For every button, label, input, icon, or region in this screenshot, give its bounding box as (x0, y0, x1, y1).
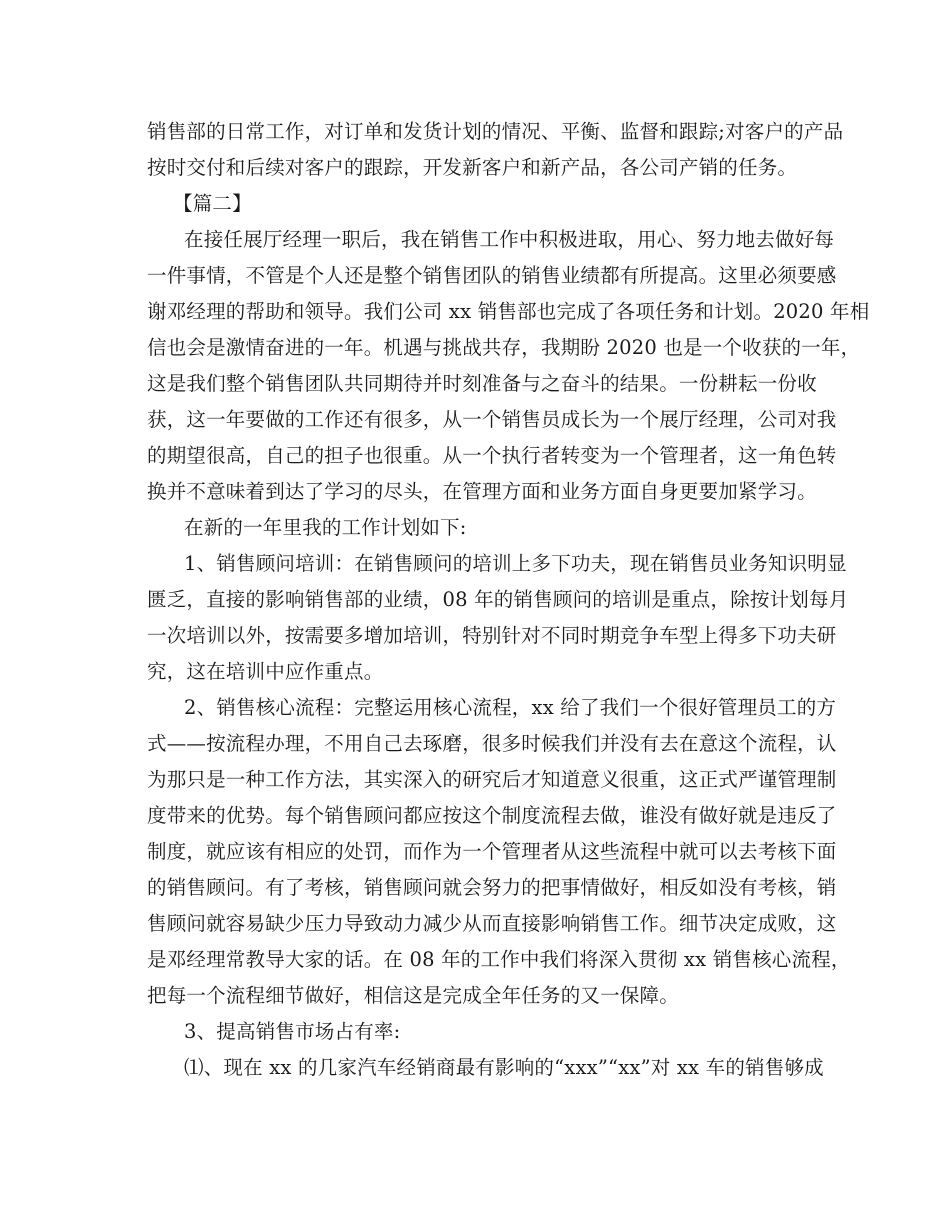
text-line: 这是我们整个销售团队共同期待并时刻准备与之奋斗的结果。一份耕耘一份收 (147, 372, 817, 395)
text-line: 售顾问就容易缺少压力导致动力减少从而直接影响销售工作。细节决定成败，这 (147, 912, 837, 935)
paragraph-start-line: ⑴、现在 xx 的几家汽车经销商最有影响的“xxx”“xx”对 xx 车的销售够成 (184, 1056, 824, 1079)
text-line: 一次培训以外，按需要多增加培训，特别针对不同时期竞争车型上得多下功夫研 (147, 624, 837, 647)
text-line: 信也会是激情奋进的一年。机遇与挑战共存，我期盼 2020 也是一个收获的一年， (147, 336, 861, 359)
paragraph-start-line: 1、销售顾问培训：在销售顾问的培训上多下功夫，现在销售员业务知识明显 (184, 552, 847, 575)
text-line: 为那只是一种工作方法，其实深入的研究后才知道意义很重，这正式严谨管理制 (147, 768, 837, 791)
text-line: 是邓经理常教导大家的话。在 08 年的工作中我们将深入贯彻 xx 销售核心流程， (147, 948, 851, 971)
paragraph-start-line: 在新的一年里我的工作计划如下: (184, 516, 467, 539)
section-heading: 【篇二】 (173, 192, 252, 215)
text-line: 获，这一年要做的工作还有很多，从一个销售员成长为一个展厅经理，公司对我 (147, 408, 837, 431)
text-line: 把每一个流程细节做好，相信这是完成全年任务的又一保障。 (147, 984, 679, 1007)
text-line: 度带来的优势。每个销售顾问都应按这个制度流程去做，谁没有做好就是违反了 (147, 804, 837, 827)
paragraph-start-line: 2、销售核心流程：完整运用核心流程，xx 给了我们一个很好管理员工的方 (184, 696, 837, 719)
text-line: 按时交付和后续对客户的跟踪，开发新客户和新产品，各公司产销的任务。 (147, 156, 798, 179)
text-line: 的期望很高，自己的担子也很重。从一个执行者转变为一个管理者，这一角色转 (147, 444, 837, 467)
text-line: 换并不意味着到达了学习的尽头，在管理方面和业务方面自身更要加紧学习。 (147, 480, 817, 503)
document-body (147, 114, 870, 1086)
text-line: 式——按流程办理，不用自己去琢磨，很多时候我们并没有去在意这个流程，认 (147, 732, 837, 755)
text-line: 销售部的日常工作，对订单和发货计划的情况、平衡、监督和跟踪;对客户的产品 (147, 120, 844, 143)
text-line: 制度，就应该有相应的处罚，而作为一个管理者从这些流程中就可以去考核下面 (147, 840, 837, 863)
text-line: 究，这在培训中应作重点。 (147, 660, 384, 683)
text-line: 一件事情，不管是个人还是整个销售团队的销售业绩都有所提高。这里必须要感 (147, 264, 837, 287)
paragraph-start-line: 在接任展厅经理一职后，我在销售工作中积极进取，用心、努力地去做好每 (184, 228, 835, 251)
text-line: 的销售顾问。有了考核，销售顾问就会努力的把事情做好，相反如没有考核，销 (147, 876, 837, 899)
text-line: 匮乏，直接的影响销售部的业绩，08 年的销售顾问的培训是重点，除按计划每月 (147, 588, 849, 611)
text-line: 谢邓经理的帮助和领导。我们公司 xx 销售部也完成了各项任务和计划。2020 年相 (147, 300, 870, 323)
paragraph-start-line: 3、提高销售市场占有率: (184, 1020, 401, 1043)
